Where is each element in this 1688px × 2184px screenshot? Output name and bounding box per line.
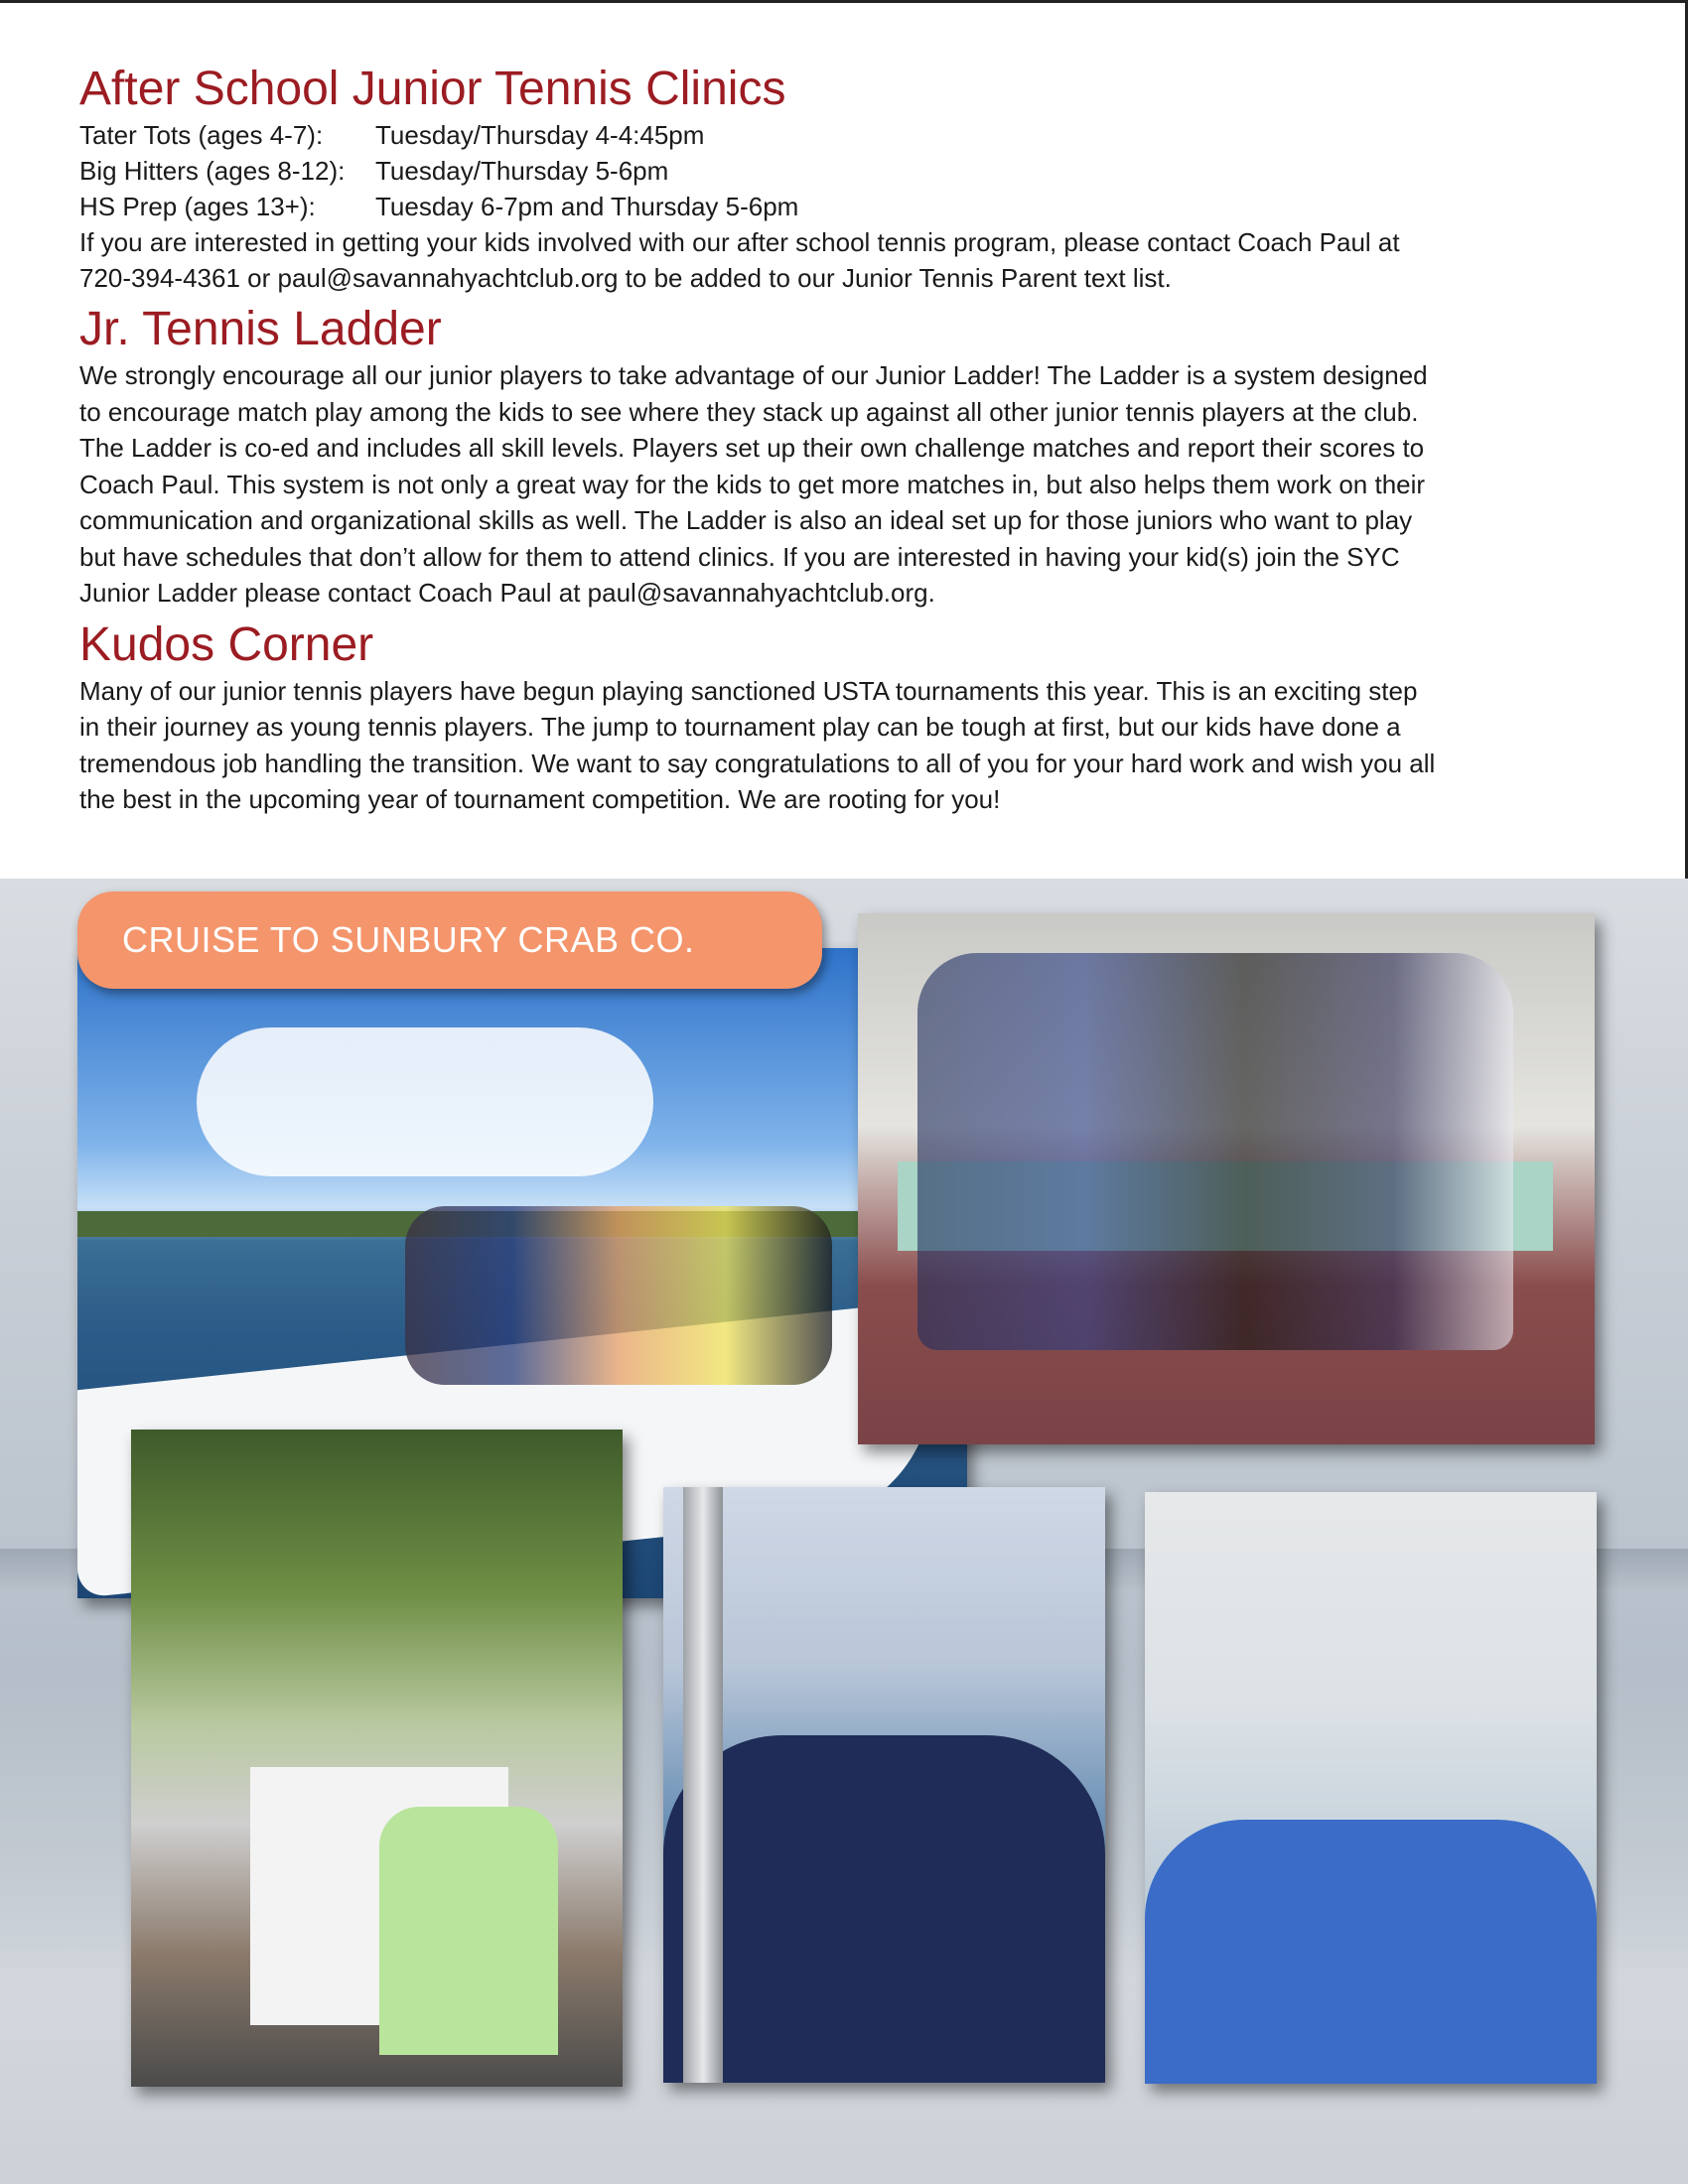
clinic-schedule [79,117,1609,296]
schedule-time: Tuesday/Thursday 5-6pm [375,156,669,186]
clinics-heading: After School Junior Tennis Clinics [79,63,786,115]
schedule-group: Tater Tots (ages 4-7): [79,120,324,150]
dinner-table-photo [131,1430,623,2087]
clinic-contact-line: If you are interested in getting your kids involved with our after school tennis program, please contact Coach Paul at [79,227,1400,257]
ladder-heading: Jr. Tennis Ladder [79,303,442,355]
four-women [917,953,1513,1350]
article-text [79,62,1609,818]
paragraph-line: Coach Paul. This system is not only a great way for the kids to get more matches in, but also helps them work on their [79,469,1426,499]
schedule-row [79,153,1609,189]
schedule-row [79,189,1609,224]
ladder-paragraph [79,357,1609,612]
schedule-row [79,117,1609,153]
kudos-heading: Kudos Corner [79,617,374,671]
paragraph-line: Junior Ladder please contact Coach Paul at paul@savannahyachtclub.org. [79,578,935,608]
group-of-people [405,1206,832,1385]
kudos-paragraph [79,673,1609,818]
cloud-shape [197,1027,653,1176]
schedule-time: Tuesday/Thursday 4-4:45pm [375,120,705,150]
cruise-banner: CRUISE TO SUNBURY CRAB CO. [77,891,822,989]
paragraph-line: Many of our junior tennis players have begun playing sanctioned USTA tournaments this year. This is an exciting step [79,675,1418,706]
paragraph-line: tremendous job handling the transition. We want to say congratulations to all of you for your hard work and wish you all [79,748,1436,778]
porch-swing-photo [858,913,1595,1444]
paragraph-line: communication and organizational skills as well. The Ladder is also an ideal set up for those juniors who want to play [79,505,1413,535]
blue-shirts [1145,1820,1597,2084]
page-frame-top [0,0,1688,3]
paragraph-line: the best in the upcoming year of tournament competition. We are rooting for you! [79,784,1001,814]
men-selfie-photo [1145,1492,1597,2084]
paragraph-line: in their journey as young tennis players. The jump to tournament play can be tough at first, but our kids have done a [79,712,1401,742]
clinic-contact-line: 720-394-4361 or paul@savannahyachtclub.org to be added to our Junior Tennis Parent text list. [79,263,1172,293]
couple-navy-shirts [663,1735,1105,2083]
couple-on-boat-photo [663,1487,1105,2083]
boat-rail [683,1487,723,2083]
paragraph-line: We strongly encourage all our junior players to take advantage of our Junior Ladder! The Ladder is a system designed [79,360,1428,390]
schedule-group: Big Hitters (ages 8-12): [79,156,346,186]
paragraph-line: The Ladder is co-ed and includes all skill levels. Players set up their own challenge matches and report their scores to [79,433,1425,463]
green-shirt-man [379,1807,558,2055]
schedule-group: HS Prep (ages 13+): [79,192,316,221]
schedule-time: Tuesday 6-7pm and Thursday 5-6pm [375,192,799,221]
paragraph-line: but have schedules that don’t allow for them to attend clinics. If you are interested in having your kid(s) join the SYC [79,541,1400,572]
paragraph-line: to encourage match play among the kids to see where they stack up against all other junior tennis players at the club. [79,396,1419,427]
